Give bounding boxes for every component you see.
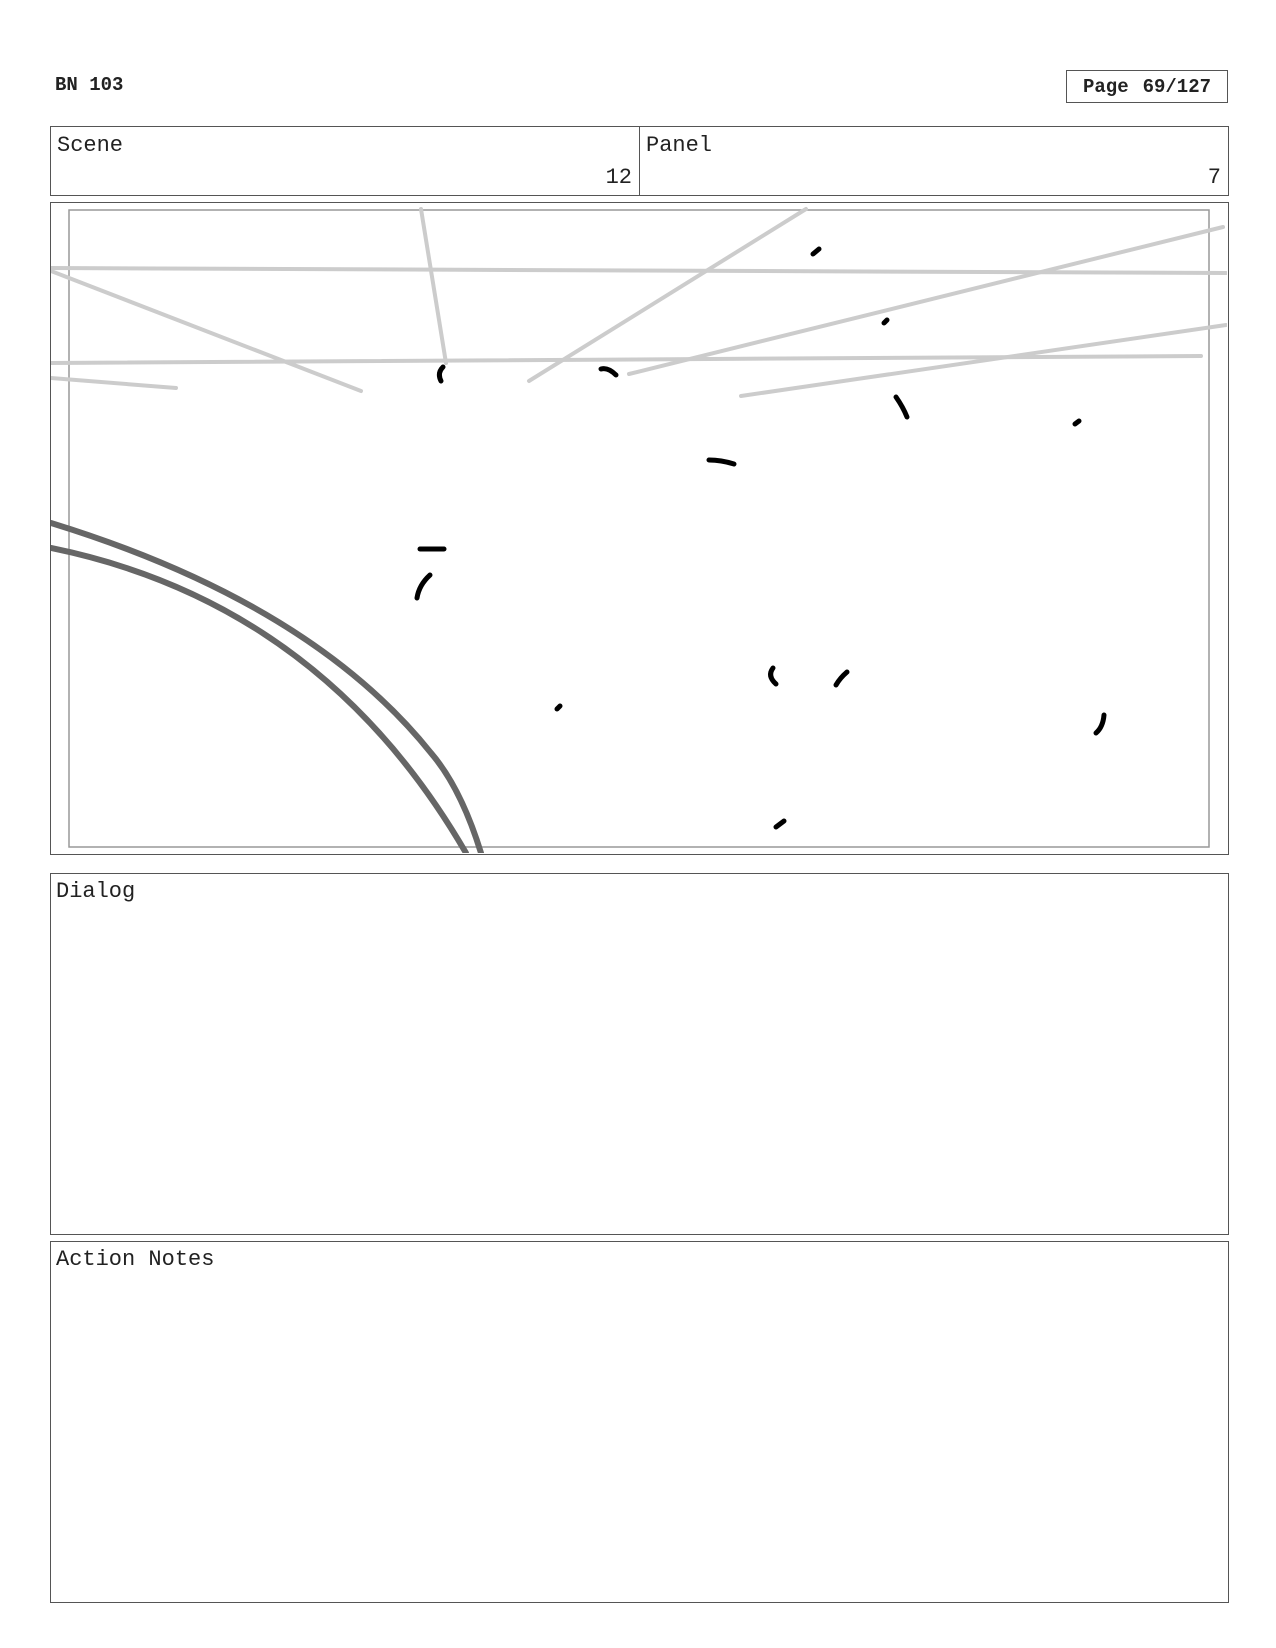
action-notes-box — [50, 1241, 1229, 1603]
project-title: BN 103 — [55, 74, 124, 96]
scene-panel-row — [50, 126, 1229, 196]
planet-arc — [51, 523, 481, 853]
page-indicator — [1066, 70, 1228, 103]
panel-cell — [640, 127, 1228, 195]
scene-label: Scene — [57, 133, 124, 158]
perspective-guide-lines — [51, 209, 1226, 396]
action-notes-label: Action Notes — [56, 1247, 215, 1272]
safe-area-border — [69, 210, 1209, 847]
page-label: Page — [1082, 75, 1129, 98]
dialog-label: Dialog — [56, 879, 136, 904]
page-number: 69/127 — [1142, 75, 1212, 98]
storyboard-frame — [50, 202, 1229, 855]
dialog-box — [50, 873, 1229, 1235]
scene-number: 12 — [605, 165, 632, 190]
scene-cell — [51, 127, 640, 195]
star-marks — [417, 249, 1104, 827]
panel-label: Panel — [646, 133, 713, 158]
panel-number: 7 — [1207, 165, 1221, 190]
sketch-drawing — [51, 203, 1227, 853]
